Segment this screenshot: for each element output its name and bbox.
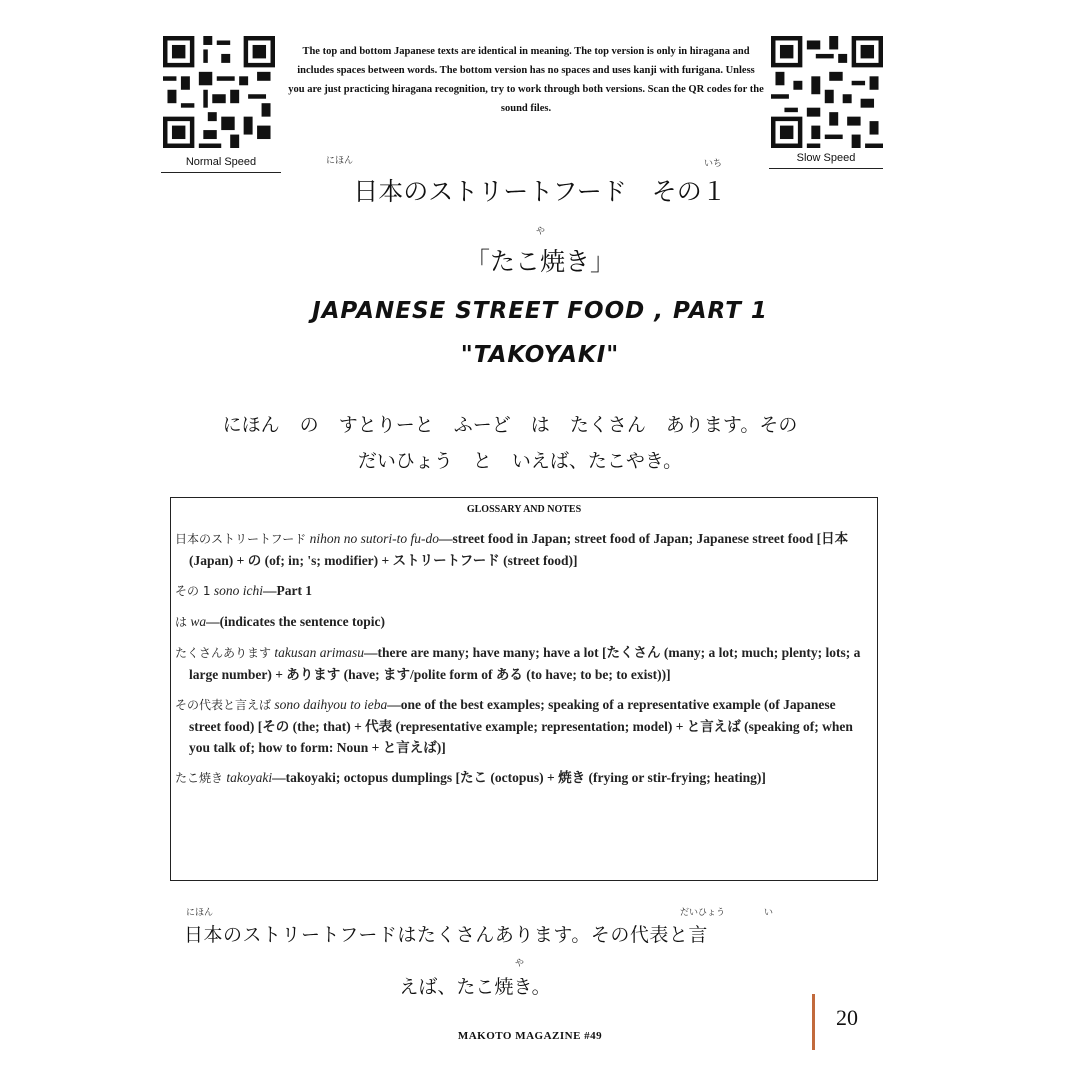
title-japanese: 日本のストリートフード その１ xyxy=(353,177,727,206)
qr-code-normal-speed[interactable] xyxy=(163,36,275,148)
glossary-entry: その 1 sono ichi—Part 1 xyxy=(175,583,313,598)
glossary-entry: 日本のストリートフード nihon no sutori-to fu-do—street food in Japan; street food of Japan; Japanese street food [日本 (Japan) + の (of; in; 's; modifier) + ストリートフード (street food)] xyxy=(175,531,849,568)
qr-code-slow-speed[interactable] xyxy=(771,36,883,148)
page-number-divider xyxy=(812,994,815,1050)
magazine-footer: MAKOTO MAGAZINE #49 xyxy=(457,1030,603,1042)
qr-caption-slow-speed: Slow Speed xyxy=(769,152,883,169)
glossary-entry: たこ焼き takoyaki—takoyaki; octopus dumplings [たこ (octopus) + 焼き (frying or stir-frying; heating)] xyxy=(175,770,766,785)
qr-caption-normal-speed: Normal Speed xyxy=(161,156,281,173)
subtitle-japanese: 「たこ焼き」 xyxy=(464,247,615,276)
glossary-entry: その代表と言えば sono daihyou to ieba—one of the best examples; speaking of a representative example (of Japanese street food) [その (the; that) + 代表 (representative example; representation; model) + と言えば (speaking of; when you talk of; how to form: Noun + と言えば)] xyxy=(175,697,853,755)
hiragana-line-2: だいひょう と いえば、たこやき。 xyxy=(357,450,683,472)
furigana-daihyou-body: だいひょう xyxy=(680,908,726,918)
intro-paragraph: The top and bottom Japanese texts are identical in meaning. The top version is only in hiragana and includes spaces between words. The bottom version has no spaces and uses kanji with furigana. Unless you are just practicing hiragana recognition, try to work through both versions. Scan the QR codes for the sound files. xyxy=(288,46,764,114)
kanji-line-1: 日本のストリートフードはたくさんあります。その代表と言 xyxy=(184,924,708,946)
glossary-entries xyxy=(175,528,869,798)
kanji-line-2: えば、たこ焼き。 xyxy=(399,976,551,998)
glossary-entry: たくさんあります takusan arimasu—there are many; have many; have a lot [たくさん (many; a lot; much; plenty; lots; a large number) + あります (have; ます/polite form of ある (to have; to be; to exist))] xyxy=(175,645,861,682)
furigana-i-body: い xyxy=(764,908,774,918)
glossary-box xyxy=(170,497,878,881)
title-english: JAPANESE STREET FOOD , PART 1 xyxy=(312,298,768,324)
furigana-ya-title: や xyxy=(536,227,546,237)
furigana-nihon-title: にほん xyxy=(326,156,354,166)
glossary-heading: GLOSSARY AND NOTES xyxy=(466,504,582,515)
furigana-ichi-title: いち xyxy=(704,159,723,169)
page-number: 20 xyxy=(836,1005,858,1030)
glossary-entry: は wa—(indicates the sentence topic) xyxy=(175,614,385,629)
furigana-ya-body: や xyxy=(515,959,525,969)
hiragana-line-1: にほん の すとりーと ふーど は たくさん あります。その xyxy=(222,414,798,436)
furigana-nihon-body: にほん xyxy=(186,908,214,918)
subtitle-english: "TAKOYAKI" xyxy=(460,342,620,368)
